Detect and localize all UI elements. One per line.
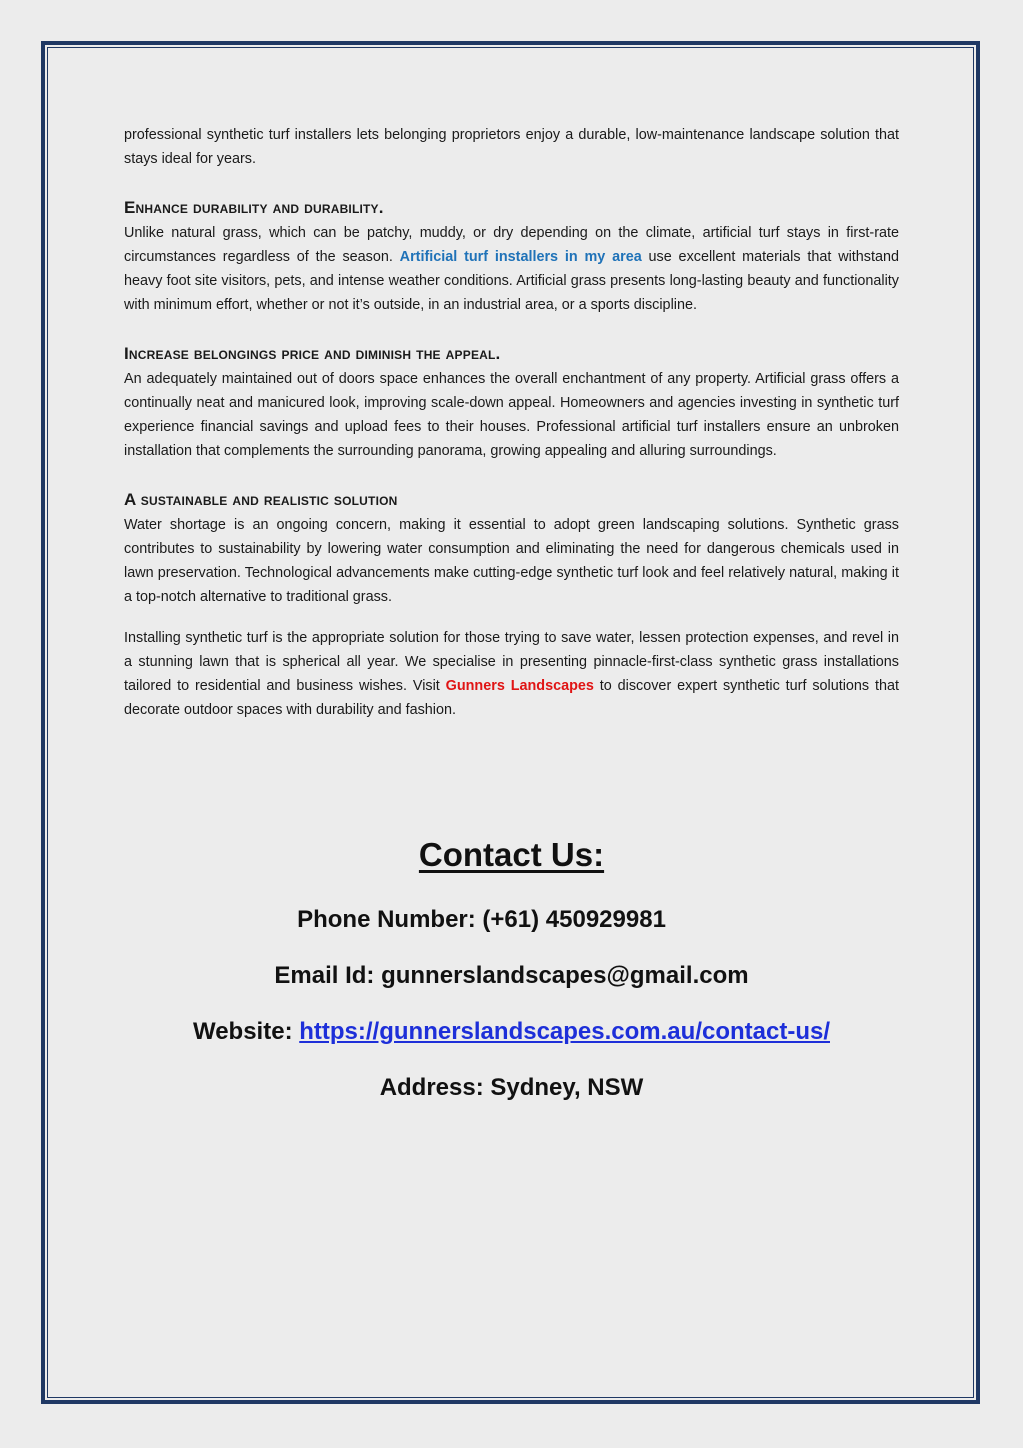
heading-sustainable: A sustainable and realistic solution	[124, 490, 398, 509]
durability-paragraph	[124, 221, 899, 317]
article-body	[124, 123, 899, 722]
contact-title: Contact Us:	[418, 836, 605, 873]
contact-address: Address: Sydney, NSW	[379, 1074, 644, 1101]
durability-text-b: use excellent materials that withstand heavy foot site visitors, pets, and intense weather conditions. Artificial grass presents long-lasting beauty and functionality with minimum effort, whether or not it’s outside, in an industrial area, or a sports discipline.	[124, 249, 899, 313]
website-label: Website:	[192, 1018, 300, 1045]
website-url-link[interactable]: https://gunnerslandscapes.com.au/contact-us/	[299, 1018, 830, 1045]
durability-text-a: Unlike natural grass, which can be patchy, muddy, or dry depending on the climate, artificial turf stays in first-rate circumstances regardless of the season.	[124, 225, 899, 265]
closing-text-b: to discover expert synthetic turf solutions that decorate outdoor spaces with durability and fashion.	[124, 678, 899, 718]
contact-email: Email Id: gunnerslandscapes@gmail.com	[274, 962, 749, 989]
intro-paragraph: professional synthetic turf installers lets belonging proprietors enjoy a durable, low-maintenance landscape solution that stays ideal for years.	[124, 127, 899, 167]
turf-installers-link[interactable]: Artificial turf installers in my area	[399, 249, 642, 265]
contact-phone: Phone Number: (+61) 450929981	[297, 906, 666, 933]
sustainable-paragraph: Water shortage is an ongoing concern, making it essential to adopt green landscaping solutions. Synthetic grass contributes to sustainability by lowering water consumption and eliminating the need for dangerous chemicals used in lawn preservation. Technological advancements make cutting-edge synthetic turf look and feel relatively natural, making it a top-notch alternative to traditional grass.	[124, 517, 899, 605]
gunners-landscapes-link[interactable]: Gunners Landscapes	[445, 678, 594, 694]
closing-paragraph	[124, 626, 899, 722]
property-value-paragraph: An adequately maintained out of doors space enhances the overall enchantment of any property. Artificial grass offers a continually neat and manicured look, improving scale-down appeal. Homeowners and agencies investing in synthetic turf experience financial savings and upload fees to their houses. Professional artificial turf installers ensure an unbroken installation that complements the surrounding panorama, growing appealing and alluring surroundings.	[124, 371, 899, 459]
heading-property-value: Increase belongings price and diminish the appeal.	[124, 344, 501, 363]
contact-website	[0, 1018, 1023, 1046]
heading-durability: Enhance durability and durability.	[124, 198, 384, 217]
closing-text-a: Installing synthetic turf is the appropriate solution for those trying to save water, lessen protection expenses, and revel in a stunning lawn that is spherical all year. We specialise in presenting pinnacle-first-class synthetic grass installations tailored to residential and business wishes. Visit	[124, 630, 899, 694]
